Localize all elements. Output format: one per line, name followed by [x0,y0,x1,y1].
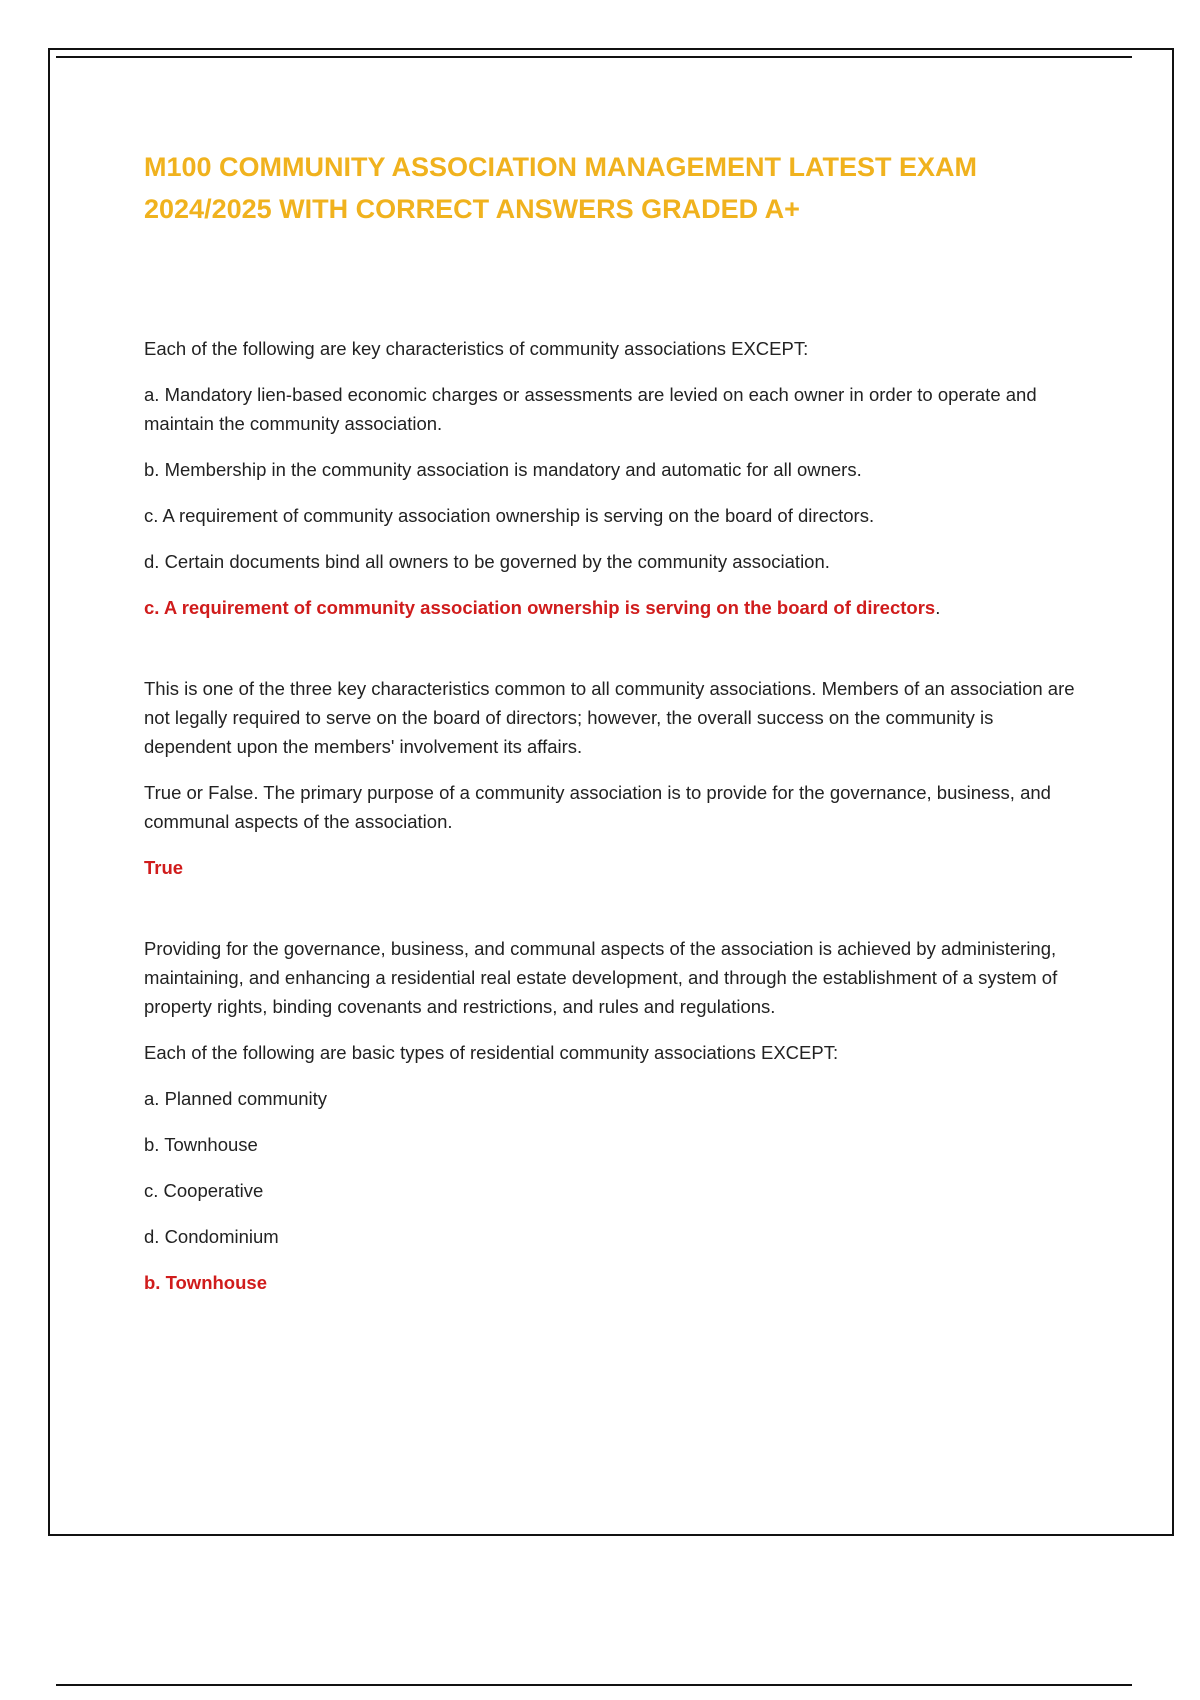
q3-answer: b. Townhouse [144,1272,267,1293]
q3-option-c: c. Cooperative [144,1180,264,1201]
footer-rule [56,1684,1132,1686]
q2-explanation: Providing for the governance, business, and communal aspects of the association is achieved by administering, maintaining, and enhancing a residential real estate development, and through the establishment of a system of property rights, binding covenants and restrictions, and rules and regulations. [144,938,1058,1017]
header-rule [56,56,1132,58]
q3-option-b: b. Townhouse [144,1134,258,1155]
q1-option-c: c. A requirement of community association ownership is serving on the board of directors. [144,505,875,526]
q3-option-d: d. Condominium [144,1226,279,1247]
q1-option-b: b. Membership in the community association is mandatory and automatic for all owners. [144,459,862,480]
document-title: M100 COMMUNITY ASSOCIATION MANAGEMENT LATEST EXAM 2024/2025 WITH CORRECT ANSWERS GRADED A+ [144,152,978,224]
q1-answer: c. A requirement of community association ownership is serving on the board of directors [144,597,936,618]
question-1: Each of the following are key characteristics of community associations EXCEPT: [144,338,809,359]
q1-answer-period: . [935,597,941,618]
q3-option-a: a. Planned community [144,1088,328,1109]
q1-option-a: a. Mandatory lien-based economic charges or assessments are levied on each owner in order to operate and maintain the community association. [144,384,1037,434]
q1-answer-line [144,593,1084,622]
q2-answer: True [144,857,184,878]
document-body [144,334,1084,1314]
question-3: Each of the following are basic types of residential community associations EXCEPT: [144,1042,839,1063]
q1-explanation: This is one of the three key characteristics common to all community associations. Members of an association are not legally required to serve on the board of directors; however, the overall success on the community is dependent upon the members' involvement its affairs. [144,678,1075,757]
q1-option-d: d. Certain documents bind all owners to be governed by the community association. [144,551,830,572]
question-2: True or False. The primary purpose of a community association is to provide for the governance, business, and communal aspects of the association. [144,782,1051,832]
